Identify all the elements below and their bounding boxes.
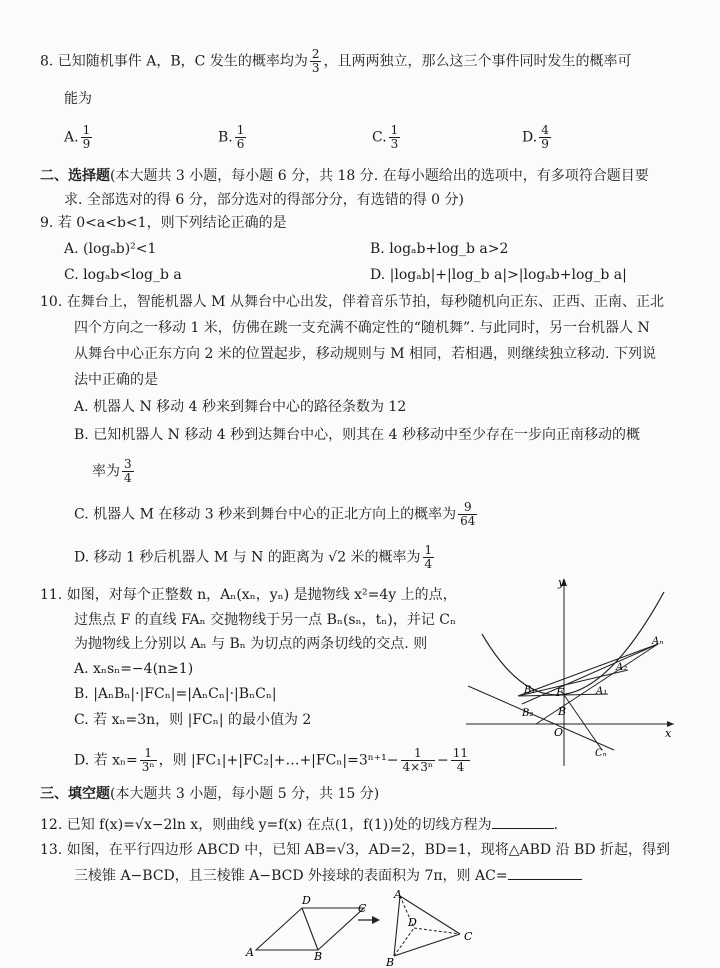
q11-option-b: B. |AₙBₙ|·|FCₙ|=|AₙCₙ|·|BₙCₙ| (74, 686, 277, 702)
label-a: A (394, 888, 402, 901)
q13-answer-blank[interactable] (508, 865, 582, 880)
label-d: D (408, 916, 417, 929)
label-a: A (246, 946, 254, 959)
q10-option-b-line1: B. 已知机器人 N 移动 4 秒到达舞台中心，则其在 4 秒移动中至少存在一步向正南移动的概 (74, 427, 640, 443)
label-an: Aₙ (652, 636, 664, 647)
q10-line3: 从舞台中心正东方向 2 米的位置起步，移动规则与 M 相同，若相遇，则继续独立移动. 下列说 (74, 346, 656, 362)
label-y: y (558, 576, 565, 589)
section3-heading: 三、填空题 (40, 786, 110, 802)
q8-option-d: D. $\frac{4}{9}$ (522, 123, 549, 151)
label-b: B (314, 950, 323, 960)
section3-header: 三、填空题(本大题共 3 小题，每小题 5 分，共 15 分) (40, 786, 380, 802)
label-a2: A₂ (616, 662, 628, 673)
label-c: C (464, 930, 473, 943)
label-b1: B₁ (524, 685, 536, 696)
q8-line1: 8. 已知随机事件 A，B，C 发生的概率均为 $\frac{2}{3}$ ，且两两独立，那么这三个事件同时发生的概率可 (40, 47, 632, 75)
edge-ab (394, 896, 400, 956)
q11-option-a: A. xₙsₙ=−4(n≥1) (74, 661, 194, 677)
q11-parabola-figure (462, 574, 682, 770)
label-origin: O (554, 726, 564, 739)
parabola-curve (482, 592, 664, 695)
q10-option-a: A. 机器人 N 移动 4 秒来到舞台中心的路径条数为 12 (74, 399, 407, 415)
q11-line1: 11. 如图，对每个正整数 n，Aₙ(xₙ，yₙ) 是抛物线 x²=4y 上的点， (40, 587, 457, 603)
line-f-cn (562, 692, 602, 750)
label-c: C (358, 902, 367, 915)
q12-line: 12. 已知 f(x)=√x−2ln x，则曲线 y=f(x) 在点(1，f(1))处的切线方程为 . (40, 814, 558, 835)
label-cn: Cₙ (595, 748, 607, 759)
q9-stem: 9. 若 0<a<b<1，则下列结论正确的是 (40, 215, 287, 231)
q10-option-d: D. 移动 1 秒后机器人 M 与 N 的距离为 √2 米的概率为 $\frac{1}{4}$ (74, 543, 433, 571)
q9-option-c: C. logₐb<log_b a (64, 267, 182, 283)
label-focus: F (556, 686, 564, 699)
q10-option-b-line2: 率为 $\frac{3}{4}$ (92, 457, 132, 485)
q11-option-c: C. 若 xₙ=3n，则 |FCₙ| 的最小值为 2 (74, 712, 312, 728)
q9-option-d: D. |logₐb|+|log_b a|>|logₐb+log_b a| (370, 267, 627, 283)
arrow-icon (356, 910, 382, 930)
edge-bd (394, 928, 414, 956)
edge-dc (414, 928, 460, 934)
q9-option-a: A. (logₐb)²<1 (64, 241, 157, 257)
diagonal-bd (302, 908, 318, 950)
section2-rule2: 求. 全部选对的得 6 分，部分选对的得部分分，有选错的得 0 分) (64, 192, 464, 208)
q11-line2: 过焦点 F 的直线 FAₙ 交抛物线于另一点 Bₙ(sₙ，tₙ)，并记 Cₙ (74, 612, 457, 628)
label-x: x (665, 727, 672, 740)
label-d: D (302, 894, 311, 907)
q13-line1: 13. 如图，在平行四边形 ABCD 中，已知 AB=√3，AD=2，BD=1，现将△ABD 沿 BD 折起，得到 (40, 842, 670, 858)
label-b: B (558, 705, 567, 718)
q8-line2: 能为 (64, 91, 92, 107)
q10-option-c: C. 机器人 M 在移动 3 秒来到舞台中心的正北方向上的概率为 $\frac{9}{64}$ (74, 500, 476, 528)
q13-line2: 三棱锥 A−BCD，且三棱锥 A−BCD 外接球的表面积为 7π，则 AC= (74, 865, 582, 886)
label-b2: B₂ (522, 708, 534, 719)
chord-b2-an (522, 644, 658, 704)
section2-heading: 二、选择题 (40, 168, 110, 184)
label-b: B (386, 956, 395, 968)
q10-line1: 10. 在舞台上，智能机器人 M 从舞台中心出发，伴着音乐节拍，每秒随机向正东、正西、正南、正北 (40, 294, 664, 310)
q10-line4: 法中正确的是 (74, 372, 158, 388)
section2-header: 二、选择题(本大题共 3 小题，每小题 6 分，共 18 分. 在每小题给出的选项中，有多项符合题目要 (40, 168, 649, 184)
q8-option-c: C. $\frac{1}{3}$ (372, 123, 399, 151)
q10-line2: 四个方向之一移动 1 米，仿佛在跳一支充满不确定性的“随机舞”. 与此同时，另一台机器人 N (74, 320, 650, 336)
edge-bc (394, 934, 460, 956)
q11-line3: 为抛物线上分别以 Aₙ 与 Bₙ 为切点的两条切线的交点. 则 (74, 636, 428, 652)
chord-fan (518, 644, 658, 696)
q13-tetrahedron-figure (386, 888, 476, 968)
q9-option-b: B. logₐb+log_b a>2 (370, 241, 509, 257)
q8-prob-fraction: $\frac{2}{3}$ (311, 47, 320, 75)
q12-answer-blank[interactable] (492, 814, 554, 829)
q8-option-b: B. $\frac{1}{6}$ (218, 123, 245, 151)
tangent-an (536, 644, 658, 724)
q8-option-a: A. $\frac{1}{9}$ (64, 123, 91, 151)
q11-option-d: D. 若 xₙ= $\frac{1}{\text{3ⁿ}}$ ，则 |FC₁|+|FC₂|+…+|FCₙ|=3ⁿ⁺¹− $\frac{1}{\text{4×3ⁿ}}$ − $\frac{11}{4}$ (74, 746, 469, 774)
label-a1: A₁ (596, 686, 608, 697)
